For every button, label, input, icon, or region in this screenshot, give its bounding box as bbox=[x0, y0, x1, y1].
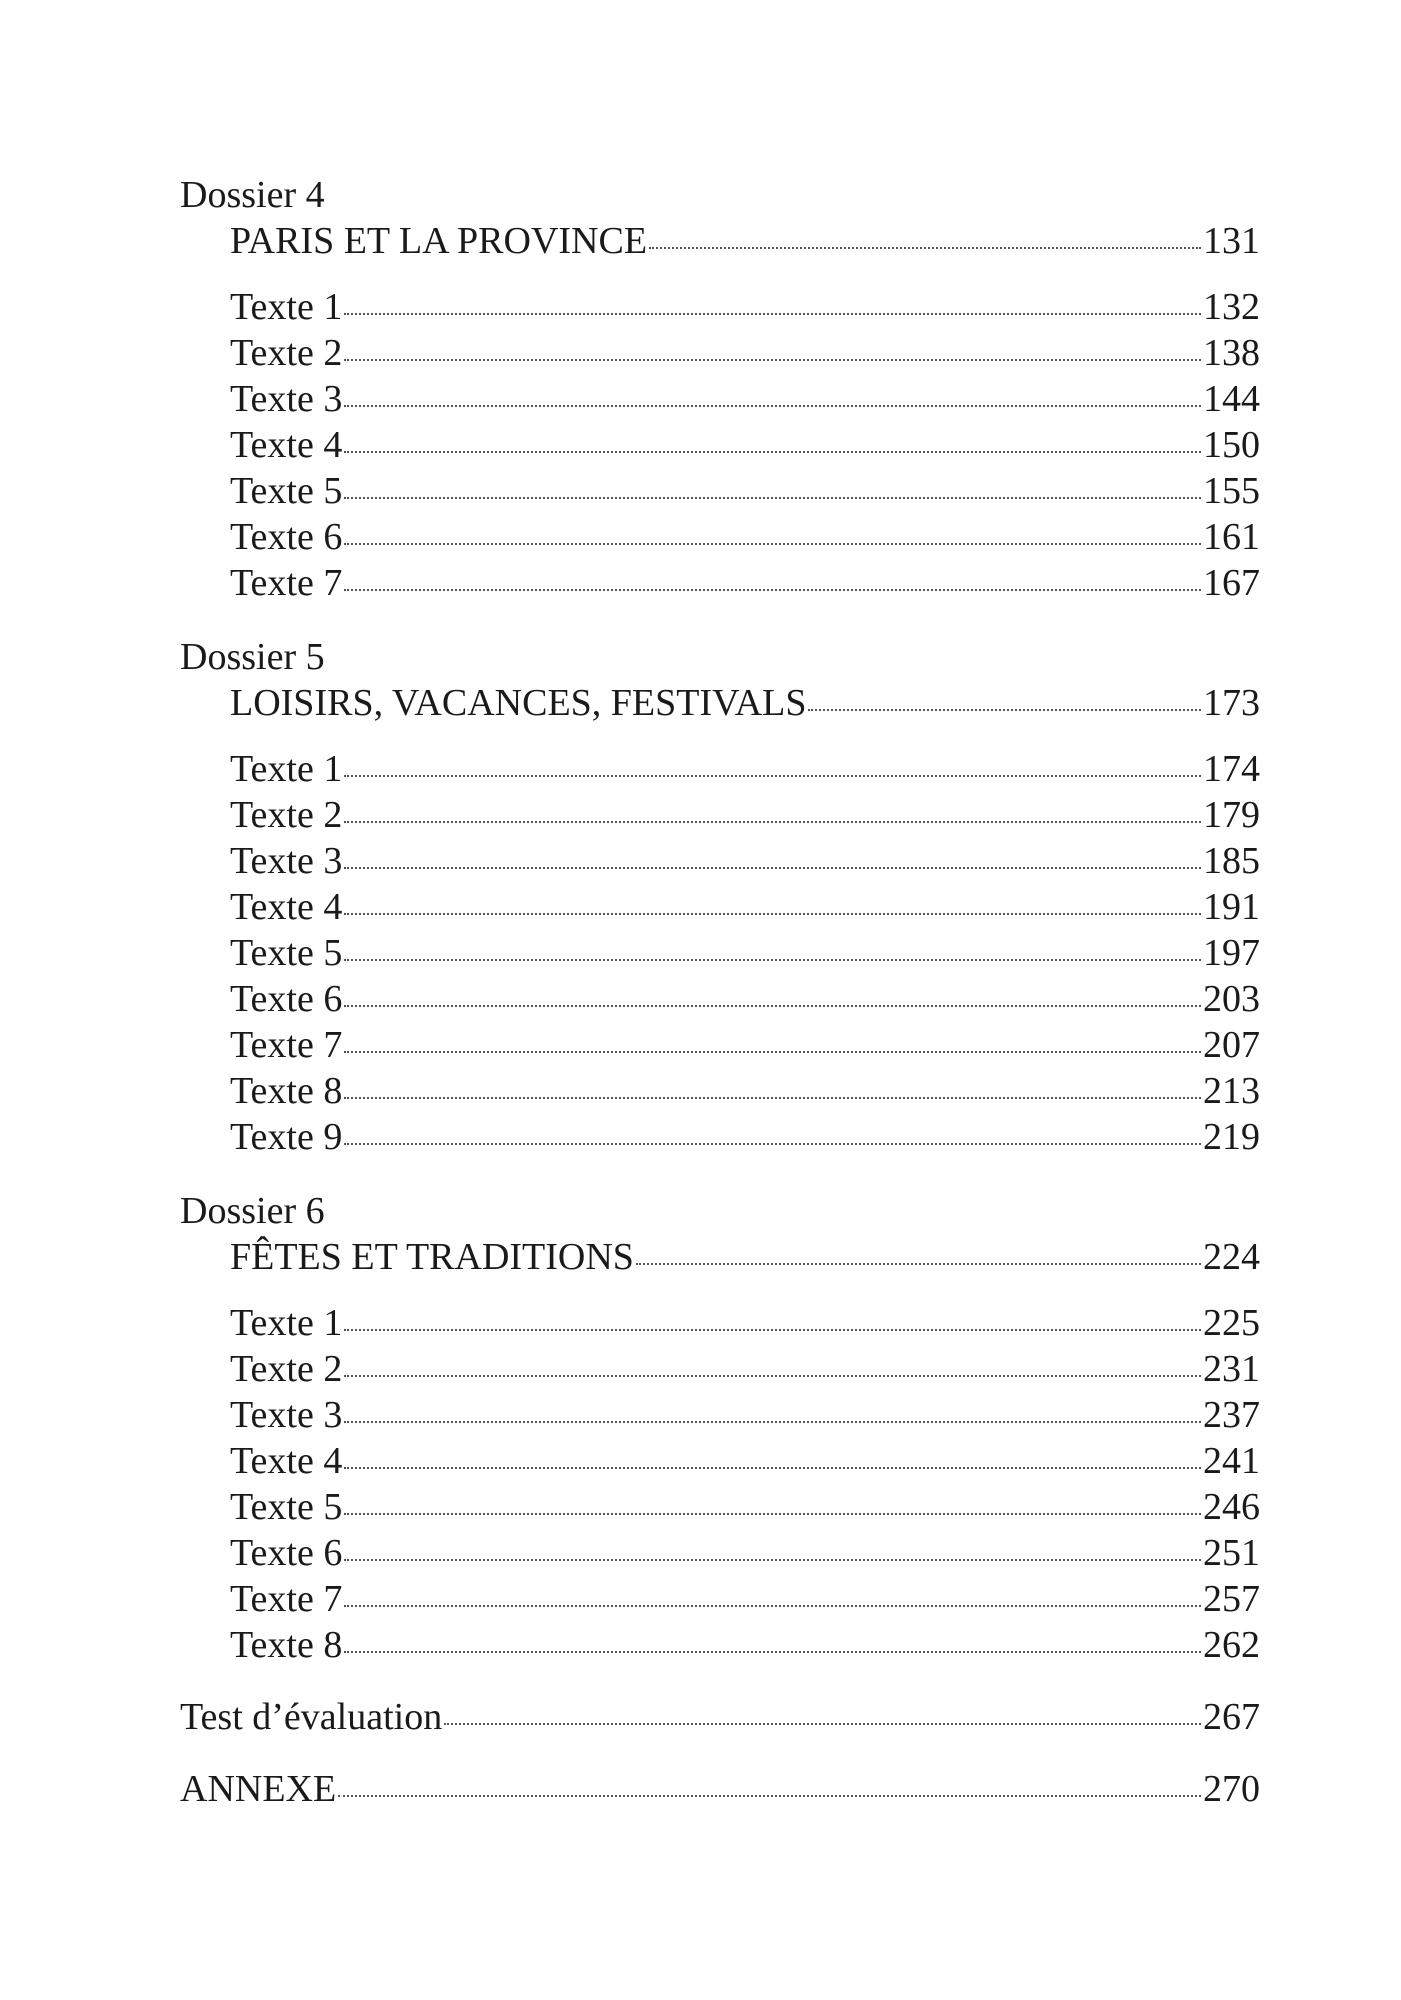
page-number: 231 bbox=[1203, 1348, 1260, 1390]
entry-label: Texte 4 bbox=[230, 424, 343, 466]
dot-leader bbox=[344, 1421, 1201, 1423]
toc-entry[interactable] bbox=[180, 284, 1260, 330]
dossier-label: Dossier 5 bbox=[180, 636, 325, 678]
entry-label: Texte 5 bbox=[230, 470, 343, 512]
page-number: 207 bbox=[1203, 1024, 1260, 1066]
dot-leader bbox=[344, 867, 1201, 869]
page-number: 224 bbox=[1203, 1236, 1260, 1278]
toc-entry[interactable] bbox=[180, 976, 1260, 1022]
dossier-title: FÊTES ET TRADITIONS bbox=[230, 1236, 634, 1278]
entry-label: Texte 4 bbox=[230, 886, 343, 928]
dot-leader bbox=[444, 1723, 1201, 1725]
page-number: 191 bbox=[1203, 886, 1260, 928]
page-number: 203 bbox=[1203, 978, 1260, 1020]
entry-label: Texte 2 bbox=[230, 794, 343, 836]
dot-leader bbox=[344, 1559, 1201, 1561]
dot-leader bbox=[636, 1263, 1201, 1265]
entry-label: Texte 2 bbox=[230, 332, 343, 374]
toc-entry-annexe[interactable] bbox=[180, 1766, 1260, 1812]
dossier-title-entry[interactable] bbox=[180, 218, 1260, 264]
dot-leader bbox=[808, 709, 1201, 711]
table-of-contents bbox=[180, 172, 1260, 1812]
page-number: 173 bbox=[1203, 682, 1260, 724]
toc-entry[interactable] bbox=[180, 884, 1260, 930]
page-number: 251 bbox=[1203, 1532, 1260, 1574]
toc-entry-evaluation[interactable] bbox=[180, 1694, 1260, 1740]
toc-entry[interactable] bbox=[180, 422, 1260, 468]
toc-entry[interactable] bbox=[180, 930, 1260, 976]
page-number: 267 bbox=[1203, 1696, 1260, 1738]
entry-label: Texte 4 bbox=[230, 1440, 343, 1482]
dot-leader bbox=[344, 1651, 1201, 1653]
toc-entry[interactable] bbox=[180, 1300, 1260, 1346]
entry-label: Texte 6 bbox=[230, 978, 343, 1020]
dossier-label: Dossier 4 bbox=[180, 174, 325, 216]
entry-label: Texte 5 bbox=[230, 1486, 343, 1528]
dot-leader bbox=[344, 1605, 1201, 1607]
dossier-section bbox=[180, 1188, 1260, 1668]
entry-label: Texte 8 bbox=[230, 1624, 343, 1666]
toc-entry[interactable] bbox=[180, 1438, 1260, 1484]
toc-entry[interactable] bbox=[180, 746, 1260, 792]
dot-leader bbox=[338, 1795, 1201, 1797]
page-number: 257 bbox=[1203, 1578, 1260, 1620]
dossier-section bbox=[180, 172, 1260, 606]
toc-entry[interactable] bbox=[180, 792, 1260, 838]
page-number: 237 bbox=[1203, 1394, 1260, 1436]
entry-label: Texte 6 bbox=[230, 1532, 343, 1574]
toc-entry[interactable] bbox=[180, 1346, 1260, 1392]
dot-leader bbox=[344, 497, 1201, 499]
page-number: 161 bbox=[1203, 516, 1260, 558]
dot-leader bbox=[344, 313, 1201, 315]
toc-entry[interactable] bbox=[180, 560, 1260, 606]
dot-leader bbox=[344, 821, 1201, 823]
page-number: 270 bbox=[1203, 1768, 1260, 1810]
entry-label: Texte 9 bbox=[230, 1116, 343, 1158]
page-number: 241 bbox=[1203, 1440, 1260, 1482]
page-number: 132 bbox=[1203, 286, 1260, 328]
page-number: 262 bbox=[1203, 1624, 1260, 1666]
dot-leader bbox=[344, 1005, 1201, 1007]
entry-label: Texte 7 bbox=[230, 1578, 343, 1620]
dot-leader bbox=[344, 775, 1201, 777]
dossier-label: Dossier 6 bbox=[180, 1190, 325, 1232]
dot-leader bbox=[344, 959, 1201, 961]
page-number: 213 bbox=[1203, 1070, 1260, 1112]
toc-entry[interactable] bbox=[180, 1114, 1260, 1160]
toc-entry[interactable] bbox=[180, 468, 1260, 514]
toc-entry[interactable] bbox=[180, 1068, 1260, 1114]
dot-leader bbox=[344, 1143, 1201, 1145]
entry-label: Test d’évaluation bbox=[180, 1696, 443, 1738]
toc-entry[interactable] bbox=[180, 1484, 1260, 1530]
entry-label: Texte 8 bbox=[230, 1070, 343, 1112]
page-number: 197 bbox=[1203, 932, 1260, 974]
entry-label: Texte 2 bbox=[230, 1348, 343, 1390]
entry-label: Texte 3 bbox=[230, 378, 343, 420]
dot-leader bbox=[344, 359, 1201, 361]
toc-entry[interactable] bbox=[180, 1392, 1260, 1438]
dot-leader bbox=[344, 405, 1201, 407]
entry-label: Texte 7 bbox=[230, 562, 343, 604]
toc-entry[interactable] bbox=[180, 838, 1260, 884]
dot-leader bbox=[344, 1513, 1201, 1515]
entry-label: Texte 3 bbox=[230, 1394, 343, 1436]
page-number: 179 bbox=[1203, 794, 1260, 836]
page-number: 144 bbox=[1203, 378, 1260, 420]
page-number: 150 bbox=[1203, 424, 1260, 466]
dot-leader bbox=[344, 451, 1201, 453]
page-number: 138 bbox=[1203, 332, 1260, 374]
page-number: 219 bbox=[1203, 1116, 1260, 1158]
entry-label: Texte 3 bbox=[230, 840, 343, 882]
toc-entry[interactable] bbox=[180, 514, 1260, 560]
dossier-title: LOISIRS, VACANCES, FESTIVALS bbox=[230, 682, 807, 724]
entry-label: ANNEXE bbox=[180, 1768, 337, 1810]
toc-entry[interactable] bbox=[180, 1576, 1260, 1622]
dot-leader bbox=[344, 1329, 1201, 1331]
dot-leader bbox=[344, 1051, 1201, 1053]
entry-label: Texte 7 bbox=[230, 1024, 343, 1066]
toc-entry[interactable] bbox=[180, 376, 1260, 422]
page-number: 167 bbox=[1203, 562, 1260, 604]
entry-label: Texte 6 bbox=[230, 516, 343, 558]
toc-entry[interactable] bbox=[180, 1530, 1260, 1576]
dot-leader bbox=[344, 1375, 1201, 1377]
entry-label: Texte 5 bbox=[230, 932, 343, 974]
dot-leader bbox=[344, 543, 1201, 545]
entry-label: Texte 1 bbox=[230, 286, 343, 328]
page-number: 131 bbox=[1203, 220, 1260, 262]
dossier-title: PARIS ET LA PROVINCE bbox=[230, 220, 648, 262]
dossier-title-entry[interactable] bbox=[180, 680, 1260, 726]
dot-leader bbox=[344, 1097, 1201, 1099]
dot-leader bbox=[344, 913, 1201, 915]
page-number: 155 bbox=[1203, 470, 1260, 512]
page-number: 225 bbox=[1203, 1302, 1260, 1344]
dot-leader bbox=[344, 589, 1201, 591]
entry-label: Texte 1 bbox=[230, 748, 343, 790]
dossier-title-entry[interactable] bbox=[180, 1234, 1260, 1280]
toc-entry[interactable] bbox=[180, 1022, 1260, 1068]
toc-entry[interactable] bbox=[180, 330, 1260, 376]
entry-label: Texte 1 bbox=[230, 1302, 343, 1344]
dot-leader bbox=[344, 1467, 1201, 1469]
page-number: 246 bbox=[1203, 1486, 1260, 1528]
toc-entry[interactable] bbox=[180, 1622, 1260, 1668]
page-number: 185 bbox=[1203, 840, 1260, 882]
dot-leader bbox=[649, 247, 1201, 249]
dossier-section bbox=[180, 634, 1260, 1160]
page-number: 174 bbox=[1203, 748, 1260, 790]
